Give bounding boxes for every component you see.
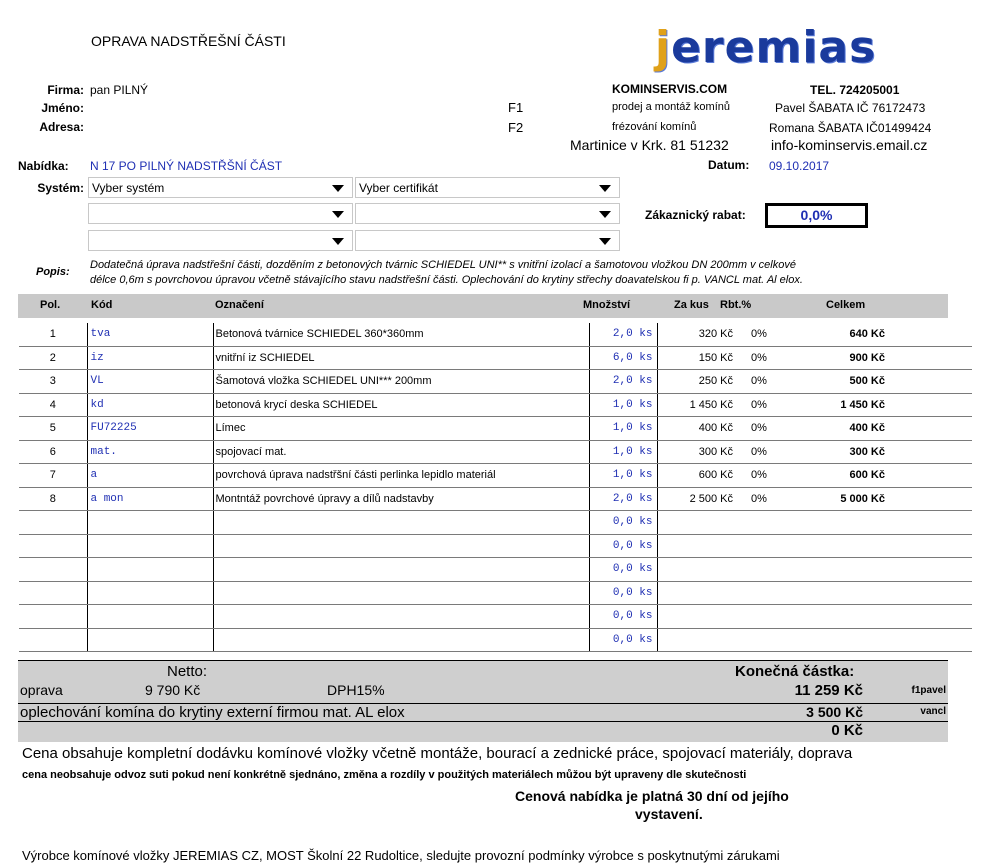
cell-celkem: 900 Kč bbox=[777, 346, 889, 370]
cell-zakus bbox=[657, 511, 737, 535]
cell-celkem bbox=[777, 511, 889, 535]
cell-celkem: 500 Kč bbox=[777, 370, 889, 394]
cell-zakus: 320 Kč bbox=[657, 323, 737, 346]
table-row bbox=[19, 487, 972, 511]
header-oznaceni: Označení bbox=[215, 299, 264, 311]
cell-oznaceni bbox=[213, 558, 589, 582]
company-person1: Pavel ŠABATA IČ 76172473 bbox=[775, 101, 926, 115]
cell-zakus: 2 500 Kč bbox=[657, 487, 737, 511]
cell-celkem bbox=[777, 605, 889, 629]
cell-celkem bbox=[777, 534, 889, 558]
popis-label: Popis: bbox=[36, 266, 70, 278]
cell-rbt bbox=[737, 605, 777, 629]
cell-kod: kd bbox=[87, 393, 213, 417]
chevron-down-icon bbox=[332, 185, 344, 192]
cell-mnozstvi: 1,0 ks bbox=[589, 440, 657, 464]
company-email: info-kominservis.email.cz bbox=[771, 137, 928, 153]
table-row bbox=[19, 464, 972, 488]
header-pol: Pol. bbox=[40, 299, 61, 311]
cell-kod: VL bbox=[87, 370, 213, 394]
table-row bbox=[19, 417, 972, 441]
document-title: OPRAVA NADSTŘEŠNÍ ČÁSTI bbox=[91, 33, 286, 49]
cell-kod bbox=[87, 558, 213, 582]
cell-celkem: 400 Kč bbox=[777, 417, 889, 441]
cell-empty bbox=[889, 605, 972, 629]
table-row bbox=[19, 628, 972, 652]
cell-mnozstvi: 2,0 ks bbox=[589, 370, 657, 394]
certificate-select[interactable] bbox=[355, 177, 620, 198]
cell-oznaceni: vnitřní iz SCHIEDEL bbox=[213, 346, 589, 370]
table-header bbox=[18, 294, 948, 318]
oprava-value: 9 790 Kč bbox=[145, 682, 201, 698]
cell-rbt: 0% bbox=[737, 440, 777, 464]
cell-empty bbox=[889, 534, 972, 558]
cell-pol: 4 bbox=[19, 393, 87, 417]
cell-pol bbox=[19, 511, 87, 535]
cell-pol: 5 bbox=[19, 417, 87, 441]
cell-oznaceni: Šamotová vložka SCHIEDEL UNI*** 200mm bbox=[213, 370, 589, 394]
table-row bbox=[19, 370, 972, 394]
cell-pol: 2 bbox=[19, 346, 87, 370]
company-address: Martinice v Krk. 81 51232 bbox=[570, 137, 729, 153]
cell-pol: 3 bbox=[19, 370, 87, 394]
rabat-label: Zákaznický rabat: bbox=[645, 208, 746, 222]
cell-pol: 6 bbox=[19, 440, 87, 464]
table-row bbox=[19, 511, 972, 535]
header-rbt: Rbt.% bbox=[720, 299, 752, 311]
table-row bbox=[19, 323, 972, 346]
cell-empty bbox=[889, 417, 972, 441]
table-row bbox=[19, 393, 972, 417]
cell-pol: 8 bbox=[19, 487, 87, 511]
cell-zakus: 400 Kč bbox=[657, 417, 737, 441]
cell-rbt: 0% bbox=[737, 370, 777, 394]
header-mnozstvi: Množství bbox=[583, 299, 631, 311]
cell-empty bbox=[889, 440, 972, 464]
cell-mnozstvi: 1,0 ks bbox=[589, 464, 657, 488]
konecna-label: Konečná částka: bbox=[735, 663, 855, 680]
system-select-value: Vyber systém bbox=[92, 181, 165, 195]
cell-kod: mat. bbox=[87, 440, 213, 464]
chevron-down-icon bbox=[599, 185, 611, 192]
company-tel: TEL. 724205001 bbox=[810, 83, 900, 97]
cell-mnozstvi: 1,0 ks bbox=[589, 417, 657, 441]
nabidka-value: N 17 PO PILNÝ NADSTŘŠNÍ ČÁST bbox=[90, 159, 283, 173]
rabat-input[interactable]: 0,0% bbox=[765, 203, 868, 228]
extra-label: oplechování komína do krytiny externí firmou mat. AL elox bbox=[20, 704, 405, 721]
adresa-label: Adresa: bbox=[39, 120, 84, 134]
cell-pol bbox=[19, 628, 87, 652]
cell-mnozstvi: 0,0 ks bbox=[589, 534, 657, 558]
cell-zakus: 300 Kč bbox=[657, 440, 737, 464]
cell-rbt: 0% bbox=[737, 487, 777, 511]
cell-kod: iz bbox=[87, 346, 213, 370]
cell-empty bbox=[889, 581, 972, 605]
cell-oznaceni: Límec bbox=[213, 417, 589, 441]
cell-celkem: 5 000 Kč bbox=[777, 487, 889, 511]
cell-kod bbox=[87, 605, 213, 629]
cell-mnozstvi: 2,0 ks bbox=[589, 323, 657, 346]
popis-line1: Dodatečná úprava nadstřešní části, dozděním z betonových tvárnic SCHIEDEL UNI** s vnitřní izolací a šamotovou vložkou DN 200mm v celkové bbox=[90, 259, 796, 271]
cell-kod bbox=[87, 511, 213, 535]
cell-celkem: 600 Kč bbox=[777, 464, 889, 488]
vancl-label: vancl bbox=[920, 706, 946, 717]
system-select-3[interactable] bbox=[88, 230, 353, 251]
cell-empty bbox=[889, 323, 972, 346]
cell-zakus: 250 Kč bbox=[657, 370, 737, 394]
jeremias-logo: jeremias bbox=[655, 22, 877, 73]
certificate-select-2[interactable] bbox=[355, 203, 620, 224]
cell-celkem bbox=[777, 581, 889, 605]
cell-pol bbox=[19, 605, 87, 629]
cell-kod bbox=[87, 581, 213, 605]
cell-empty bbox=[889, 511, 972, 535]
company-person2: Romana ŠABATA IČ01499424 bbox=[769, 121, 932, 135]
cell-celkem: 300 Kč bbox=[777, 440, 889, 464]
table-row bbox=[19, 581, 972, 605]
cell-oznaceni bbox=[213, 534, 589, 558]
cell-oznaceni bbox=[213, 511, 589, 535]
cell-rbt: 0% bbox=[737, 323, 777, 346]
cell-zakus bbox=[657, 628, 737, 652]
items-table bbox=[19, 323, 972, 652]
chevron-down-icon bbox=[599, 211, 611, 218]
cell-zakus bbox=[657, 534, 737, 558]
cell-zakus: 1 450 Kč bbox=[657, 393, 737, 417]
cell-rbt: 0% bbox=[737, 417, 777, 441]
cell-empty bbox=[889, 487, 972, 511]
cell-rbt bbox=[737, 511, 777, 535]
cell-rbt: 0% bbox=[737, 346, 777, 370]
cell-zakus bbox=[657, 558, 737, 582]
system-label: Systém: bbox=[37, 181, 84, 195]
cell-rbt bbox=[737, 628, 777, 652]
netto-label: Netto: bbox=[167, 663, 208, 680]
f2-label: F2 bbox=[508, 120, 524, 135]
cell-oznaceni: spojovací mat. bbox=[213, 440, 589, 464]
cell-oznaceni bbox=[213, 581, 589, 605]
konecna-value: 11 259 Kč bbox=[794, 682, 863, 699]
cell-empty bbox=[889, 628, 972, 652]
header-zakus: Za kus bbox=[674, 299, 709, 311]
nabidka-label: Nabídka: bbox=[18, 159, 69, 173]
cell-kod: tva bbox=[87, 323, 213, 346]
cell-pol: 1 bbox=[19, 323, 87, 346]
header-kod: Kód bbox=[91, 299, 113, 311]
system-select[interactable] bbox=[88, 177, 353, 198]
cell-rbt bbox=[737, 558, 777, 582]
f1pavel-label: f1pavel bbox=[911, 685, 946, 696]
header-celkem: Celkem bbox=[826, 299, 866, 311]
cell-oznaceni: povrchová úprava nadstřšní části perlinka lepidlo materiál bbox=[213, 464, 589, 488]
cell-celkem bbox=[777, 628, 889, 652]
certificate-select-3[interactable] bbox=[355, 230, 620, 251]
cell-kod: a bbox=[87, 464, 213, 488]
cell-kod bbox=[87, 534, 213, 558]
validity-line1: Cenová nabídka je platná 30 dní od jejího bbox=[515, 788, 789, 804]
cell-empty bbox=[889, 346, 972, 370]
footer-note: Výrobce komínové vložky JEREMIAS CZ, MOST Školní 22 Rudoltice, sledujte provozní podmínky výrobce s poskytnutými zárukami bbox=[22, 848, 780, 863]
cell-mnozstvi: 0,0 ks bbox=[589, 511, 657, 535]
cell-mnozstvi: 2,0 ks bbox=[589, 487, 657, 511]
cell-zakus: 600 Kč bbox=[657, 464, 737, 488]
cell-oznaceni bbox=[213, 628, 589, 652]
cell-celkem: 640 Kč bbox=[777, 323, 889, 346]
extra-value: 3 500 Kč bbox=[806, 704, 863, 720]
cell-rbt bbox=[737, 581, 777, 605]
note-excluded: cena neobsahuje odvoz suti pokud není konkrétně sjednáno, změna a rozdíly v použitých materiálech můžou být upraveny dle skutečnosti bbox=[22, 769, 747, 781]
datum-value: 09.10.2017 bbox=[769, 159, 830, 173]
dph-label: DPH15% bbox=[327, 682, 385, 698]
table-row bbox=[19, 534, 972, 558]
cell-mnozstvi: 6,0 ks bbox=[589, 346, 657, 370]
table-row bbox=[19, 605, 972, 629]
zero-value: 0 Kč bbox=[831, 722, 863, 739]
summary-box bbox=[18, 660, 948, 742]
cell-pol bbox=[19, 558, 87, 582]
cell-pol bbox=[19, 534, 87, 558]
datum-label: Datum: bbox=[708, 158, 750, 172]
certificate-select-value: Vyber certifikát bbox=[359, 181, 438, 195]
table-row bbox=[19, 440, 972, 464]
company-line2: frézování komínů bbox=[612, 121, 697, 133]
cell-mnozstvi: 0,0 ks bbox=[589, 581, 657, 605]
chevron-down-icon bbox=[332, 211, 344, 218]
f1-label: F1 bbox=[508, 100, 524, 115]
cell-mnozstvi: 0,0 ks bbox=[589, 605, 657, 629]
cell-oznaceni: betonová krycí deska SCHIEDEL bbox=[213, 393, 589, 417]
cell-zakus bbox=[657, 581, 737, 605]
cell-kod: a mon bbox=[87, 487, 213, 511]
cell-rbt: 0% bbox=[737, 464, 777, 488]
cell-empty bbox=[889, 370, 972, 394]
table-row bbox=[19, 558, 972, 582]
chevron-down-icon bbox=[332, 238, 344, 245]
chevron-down-icon bbox=[599, 238, 611, 245]
cell-pol bbox=[19, 581, 87, 605]
cell-oznaceni: Betonová tvárnice SCHIEDEL 360*360mm bbox=[213, 323, 589, 346]
cell-mnozstvi: 1,0 ks bbox=[589, 393, 657, 417]
cell-pol: 7 bbox=[19, 464, 87, 488]
cell-rbt bbox=[737, 534, 777, 558]
validity-line2: vystavení. bbox=[635, 806, 703, 822]
note-included: Cena obsahuje kompletní dodávku komínové vložky včetně montáže, bourací a zednické práce, spojovací materiály, doprava bbox=[22, 745, 853, 762]
company-line1: prodej a montáž komínů bbox=[612, 101, 731, 113]
cell-empty bbox=[889, 558, 972, 582]
cell-mnozstvi: 0,0 ks bbox=[589, 628, 657, 652]
system-select-2[interactable] bbox=[88, 203, 353, 224]
jmeno-label: Jméno: bbox=[41, 101, 84, 115]
table-row bbox=[19, 346, 972, 370]
firma-label: Firma: bbox=[47, 83, 84, 97]
cell-oznaceni bbox=[213, 605, 589, 629]
cell-oznaceni: Montntáž povrchové úpravy a dílů nadstavby bbox=[213, 487, 589, 511]
cell-celkem: 1 450 Kč bbox=[777, 393, 889, 417]
popis-line2: délce 0,6m s povrchovou úpravou včetně stávajícího stavu nadstřešní části. Oplechování do krytiny střechy doavatelskou fi p. VANCL mat. Al elox. bbox=[90, 274, 803, 286]
cell-empty bbox=[889, 464, 972, 488]
company-name: KOMINSERVIS.COM bbox=[612, 82, 728, 96]
cell-kod bbox=[87, 628, 213, 652]
cell-kod: FU72225 bbox=[87, 417, 213, 441]
cell-rbt: 0% bbox=[737, 393, 777, 417]
cell-celkem bbox=[777, 558, 889, 582]
oprava-label: oprava bbox=[20, 682, 63, 698]
cell-zakus bbox=[657, 605, 737, 629]
cell-mnozstvi: 0,0 ks bbox=[589, 558, 657, 582]
cell-empty bbox=[889, 393, 972, 417]
firma-value: pan PILNÝ bbox=[90, 83, 149, 97]
cell-zakus: 150 Kč bbox=[657, 346, 737, 370]
